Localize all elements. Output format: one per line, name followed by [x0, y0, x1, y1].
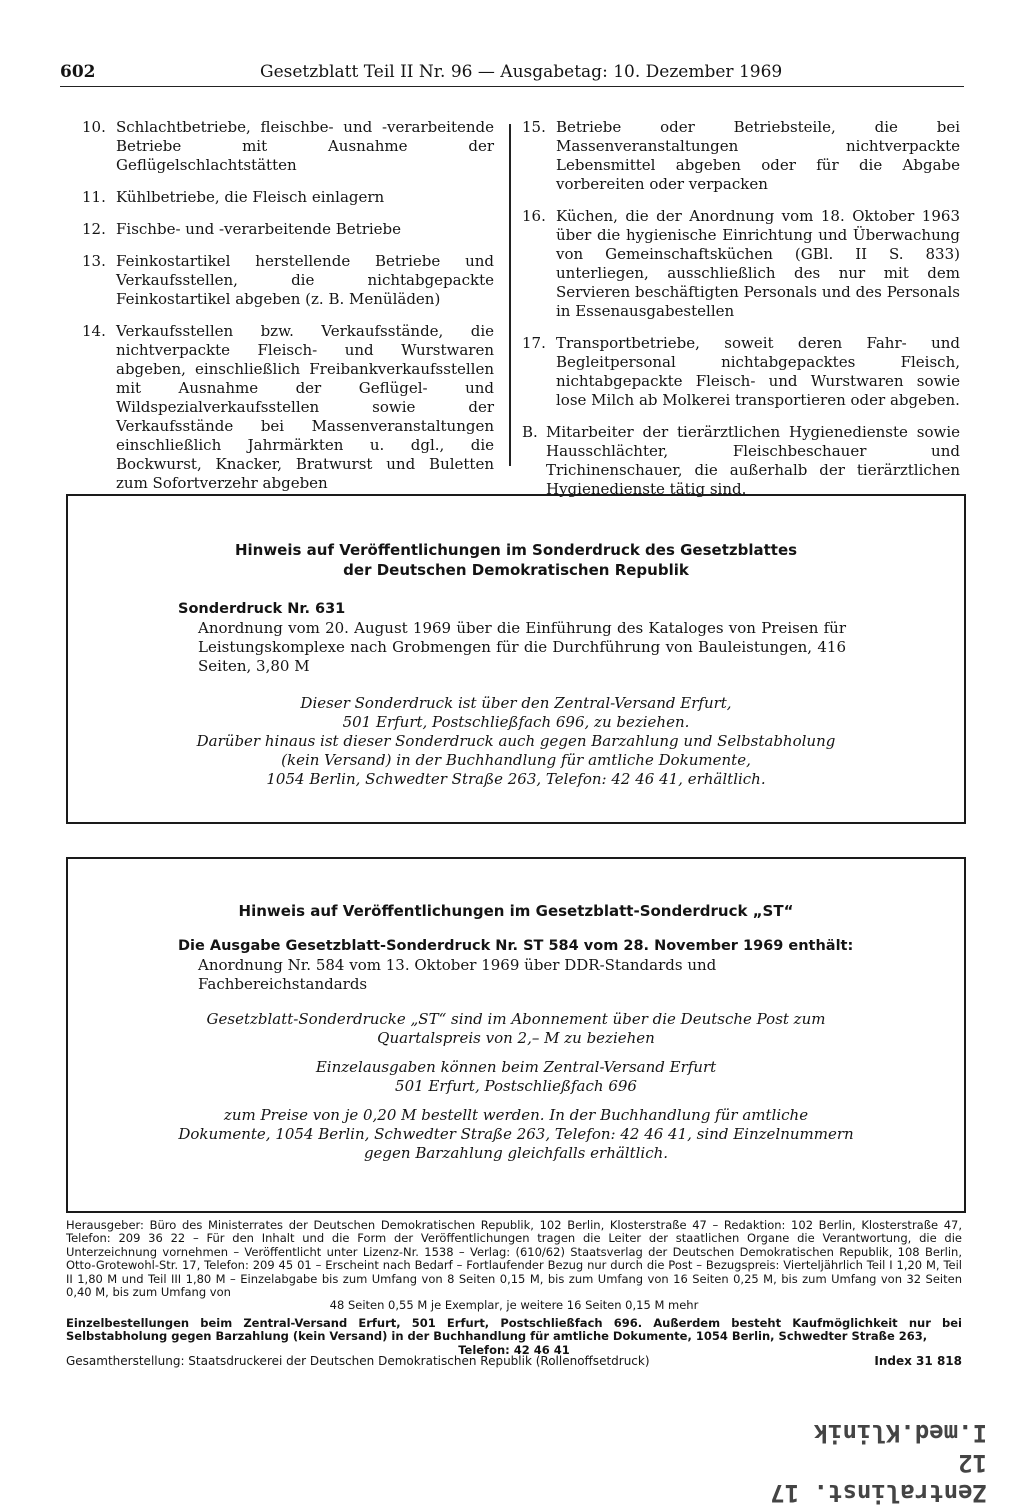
item-number: 11. — [82, 188, 106, 206]
library-stamp — [755, 1418, 987, 1508]
index-number: Index 31 818 — [874, 1354, 962, 1368]
notice-italic-line: Gesetzblatt-Sonderdrucke „ST“ sind im Abonnement über die Deutsche Post zum — [206, 1010, 826, 1028]
notice-italic-line: Einzelausgaben können beim Zentral-Versand Erfurt — [315, 1058, 717, 1076]
notice-italic-line: Darüber hinaus ist dieser Sonderdruck auch gegen Barzahlung und Selbstabholung — [196, 732, 836, 750]
item-text: Feinkostartikel herstellende Betriebe und Verkaufsstellen, die nichtabgepackte Feinkostartikel abgeben (z. B. Menüläden) — [116, 252, 494, 308]
stamp-line: Zentralinst. 17 12 — [770, 1449, 987, 1507]
page-header-title: Gesetzblatt Teil II Nr. 96 — Ausgabetag: 10. Dezember 1969 — [260, 62, 783, 82]
notice-description: Anordnung vom 20. August 1969 über die Einführung des Kataloges von Preisen für Leistungskomplexe nach Grobmengen für die Durchführung von Bauleistungen, 416 Seiten, 3,80 M — [198, 619, 846, 675]
column-divider — [509, 124, 511, 466]
page-header — [60, 60, 964, 87]
st-notice-box — [66, 857, 966, 1213]
left-column — [82, 118, 494, 506]
item-number: 16. — [522, 207, 546, 225]
imprint — [66, 1219, 962, 1357]
sonderdruck-notice-box — [66, 494, 966, 824]
item-text: Transportbetriebe, soweit deren Fahr- und Begleitpersonal nichtabgepacktes Fleisch, nichtabgepackte Fleisch- und Wurstwaren sowie lose Milch ab Molkerei transportieren oder abgeben. — [556, 334, 960, 409]
imprint-ordering: Einzelbestellungen beim Zentral-Versand Erfurt, 501 Erfurt, Postschließfach 696. Außerdem besteht Kaufmöglichkeit nur bei Selbstabholung gegen Barzahlung (kein Versand) in der Buchhandlung für amtliche Dokumente, 1054 Berlin, Schwedter Straße 263, — [66, 1315, 962, 1344]
list-item — [82, 322, 494, 493]
stamp-line: I.med.Klinik — [813, 1419, 987, 1447]
item-text: Schlachtbetriebe, fleischbe- und -verarbeitende Betriebe mit Ausnahme der Geflügelschlachtstätten — [116, 118, 494, 174]
notice-title: Hinweis auf Veröffentlichungen im Sonderdruck des Gesetzblattes — [234, 541, 798, 559]
item-number: 13. — [82, 252, 106, 270]
production-text: Gesamtherstellung: Staatsdruckerei der Deutschen Demokratischen Republik (Rollenoffsetdruck) — [66, 1354, 650, 1368]
notice-title-line2: der Deutschen Demokratischen Republik — [343, 561, 689, 579]
list-item — [82, 220, 494, 239]
notice-italic-line: 1054 Berlin, Schwedter Straße 263, Telefon: 42 46 41, erhältlich. — [266, 770, 766, 788]
imprint-paragraph-end: 48 Seiten 0,55 M je Exemplar, je weitere 16 Seiten 0,15 M mehr — [329, 1298, 699, 1313]
item-number: 10. — [82, 118, 106, 136]
list-item — [522, 334, 960, 410]
imprint-ordering-end: Telefon: 42 46 41 — [458, 1342, 570, 1357]
item-number: 12. — [82, 220, 106, 238]
list-item — [82, 188, 494, 207]
item-text: Fischbe- und -verarbeitende Betriebe — [116, 220, 402, 238]
notice-italic-line: (kein Versand) in der Buchhandlung für amtliche Dokumente, — [281, 751, 751, 769]
item-number: 14. — [82, 322, 106, 340]
item-text: Küchen, die der Anordnung vom 18. Oktober 1963 über die hygienische Einrichtung und Überwachung von Gemeinschaftsküchen (GBl. II S. 833) unterliegen, ausschließlich des nur mit dem Servieren beschäftigten Personals und des Personals in Essenausgabestellen — [556, 207, 960, 320]
list-item — [522, 207, 960, 321]
list-item — [522, 423, 960, 499]
list-item — [82, 118, 494, 175]
item-text: Kühlbetriebe, die Fleisch einlagern — [116, 188, 385, 206]
notice-description: Anordnung Nr. 584 vom 13. Oktober 1969 über DDR-Standards und Fachbereichstandards — [198, 956, 717, 993]
item-number: 15. — [522, 118, 546, 136]
notice-italic-line: 501 Erfurt, Postschließfach 696 — [395, 1077, 637, 1095]
item-number: 17. — [522, 334, 546, 352]
imprint-paragraph: Herausgeber: Büro des Ministerrates der Deutschen Demokratischen Republik, 102 Berlin, Klosterstraße 47 – Redaktion: 102 Berlin, Klosterstraße 47, Telefon: 209 36 22 – Für den Inhalt und die Form der Veröffentlichungen tragen die Leiter der staatlichen Organe die Verantwortung, die die Unterzeichnung vornehmen – Veröffentlicht unter Lizenz-Nr. 1538 – Verlag: (610/62) Staatsverlag der Deutschen Demokratischen Republik, 108 Berlin, Otto-Grotewohl-Str. 17, Telefon: 209 45 01 – Erscheint nach Bedarf – Fortlaufender Bezug nur durch die Post – Bezugspreis: Vierteljährlich Teil I 1,20 M, Teil II 1,80 M und Teil III 1,80 M – Einzelabgabe bis zum Umfang von 8 Seiten 0,15 M, bis zum Umfang von 16 Seiten 0,25 M, bis zum Umfang von 32 Seiten 0,40 M, bis zum Umfang von — [66, 1218, 962, 1300]
production-note — [66, 1354, 962, 1368]
notice-italic-line: 501 Erfurt, Postschließfach 696, zu beziehen. — [342, 713, 690, 731]
notice-italic-line: Dieser Sonderdruck ist über den Zentral-Versand Erfurt, — [300, 694, 732, 712]
notice-italic-line: Dokumente, 1054 Berlin, Schwedter Straße 263, Telefon: 42 46 41, sind Einzelnummern — [178, 1125, 854, 1143]
item-number: B. — [522, 423, 538, 441]
notice-italic-line: zum Preise von je 0,20 M bestellt werden. In der Buchhandlung für amtliche — [223, 1106, 809, 1124]
notice-italic-line: Quartalspreis von 2,– M zu beziehen — [377, 1029, 655, 1047]
item-text: Betriebe oder Betriebsteile, die bei Massenveranstaltungen nichtverpackte Lebensmittel abgeben oder für die Abgabe vorbereiten oder verpacken — [556, 118, 960, 193]
page-number: 602 — [60, 62, 96, 82]
item-text: Mitarbeiter der tierärztlichen Hygienedienste sowie Hausschlächter, Fleischbeschauer und Trichinenschauer, die außerhalb der tierärztlichen Hygienedienste tätig sind. — [546, 423, 960, 498]
notice-subtitle: Die Ausgabe Gesetzblatt-Sonderdruck Nr. ST 584 vom 28. November 1969 enthält: — [178, 938, 854, 954]
notice-subtitle: Sonderdruck Nr. 631 — [178, 601, 346, 617]
list-item — [522, 118, 960, 194]
right-column — [522, 118, 960, 512]
list-item — [82, 252, 494, 309]
notice-italic-line: gegen Barzahlung gleichfalls erhältlich. — [363, 1144, 669, 1162]
item-text: Verkaufsstellen bzw. Verkaufsstände, die nichtverpackte Fleisch- und Wurstwaren abgeben, einschließlich Freibankverkaufsstellen mit Ausnahme der Geflügel- und Wildspezialverkaufsstellen sowie der Verkaufsstände bei Massenveranstaltungen einschließlich Jahrmärkten u. dgl., die Bockwurst, Knacker, Bratwurst und Buletten zum Sofortverzehr abgeben — [116, 322, 494, 492]
notice-title: Hinweis auf Veröffentlichungen im Gesetzblatt-Sonderdruck „ST“ — [238, 902, 794, 920]
